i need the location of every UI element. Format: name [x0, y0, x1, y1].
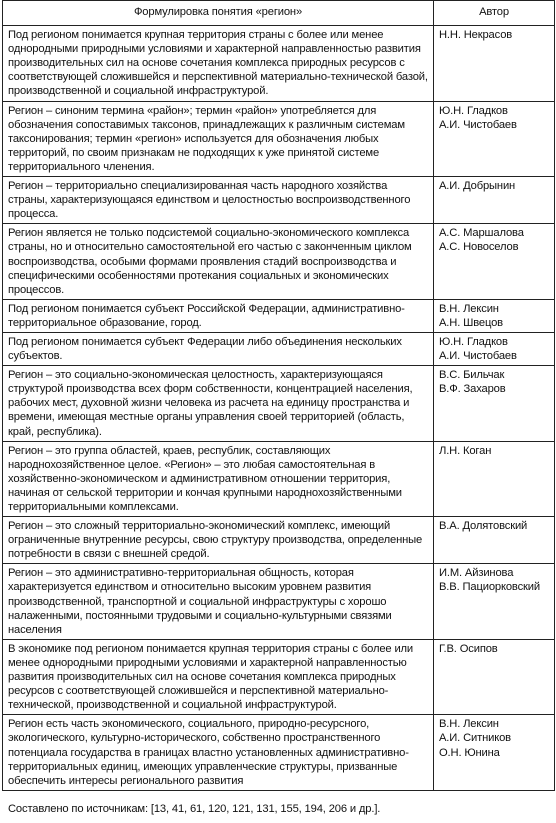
author-cell: [434, 177, 555, 224]
definition-cell: Под регионом понимается субъект Федерации либо объединения нескольких субъектов.: [3, 332, 434, 365]
author-cell: [434, 517, 555, 564]
table-row: [3, 224, 555, 299]
table-row: [3, 564, 555, 639]
table-row: [3, 366, 555, 441]
author-name: В.Ф. Захаров: [439, 383, 506, 396]
definition-cell: Регион является не только подсистемой социально-экономического комплекса страны, но и относительно самостоятельной его частью с законченным циклом воспроизводства, особыми формами проявления стадий воспроизводства и специфическими особенностями протекания социальных и экономических процессов.: [3, 224, 434, 299]
table-row: [3, 299, 555, 332]
author-name: А.И. Чистобаев: [439, 350, 517, 363]
table-row: [3, 101, 555, 176]
definition-cell: Регион – это социально-экономическая целостность, характеризующаяся структурой производства всех форм собственности, концентрацией населения, рабочих мест, духовной жизни человека из расчета на единицу пространства и времени, имеющая местные органы управления своей территорией (область, край, республика).: [3, 366, 434, 441]
definition-cell: Регион – синоним термина «район»; термин «район» употребляется для обозначения сопоставимых таксонов, принадлежащих к различным системам таксонирования; термин «регион» используется для обозначения любых территорий, по своим признакам не подходящих к уже принятой системе территориального членения.: [3, 101, 434, 176]
definition-cell: Регион – это административно-территориальная общность, которая характеризуется единством и относительно высоким уровнем развития производственной, транспортной и социальной инфраструктуры с хорошо налаженными, постоянными трудовыми и социально-культурными связями населения: [3, 564, 434, 639]
table-header-row: [3, 1, 555, 26]
table-body: [3, 26, 555, 791]
author-name: О.Н. Юнина: [439, 746, 500, 759]
table-row: [3, 715, 555, 790]
table-row: [3, 441, 555, 516]
table-row: [3, 332, 555, 365]
author-name: Г.В. Осипов: [439, 642, 498, 655]
author-cell: [434, 299, 555, 332]
author-name: В.А. Долятовский: [439, 520, 528, 533]
definition-cell: Регион – территориально специализированная часть народного хозяйства страны, характеризующаяся единством и целостностью воспроизводственного процесса.: [3, 177, 434, 224]
author-cell: [434, 639, 555, 714]
author-cell: [434, 26, 555, 101]
author-name: А.С. Маршалова: [439, 227, 524, 240]
author-name: В.Н. Лексин: [439, 302, 499, 315]
author-cell: [434, 101, 555, 176]
definition-cell: Под регионом понимается крупная территория страны с более или менее однородными природными условиями и характерной направленностью развития производительных сил на основе сочетания комплекса природных ресурсов с соответствующей сложившейся и перспективной материально-технической базой, производственной и социальной инфраструктурой.: [3, 26, 434, 101]
table-row: [3, 517, 555, 564]
source-note: Составлено по источникам: [13, 41, 61, 120, 121, 131, 155, 194, 206 и др.].: [8, 803, 381, 815]
author-cell: [434, 715, 555, 790]
definition-cell: Регион – это сложный территориально-экономический комплекс, имеющий ограниченные внутренние ресурсы, свою структуру производства, определенные потребности в связи с внешней средой.: [3, 517, 434, 564]
author-name: Н.Н. Некрасов: [439, 29, 513, 42]
author-name: В.С. Бильчак: [439, 369, 505, 382]
author-name: Ю.Н. Гладков: [439, 335, 508, 348]
author-name: И.М. Айзинова: [439, 567, 514, 580]
author-cell: [434, 441, 555, 516]
author-cell: [434, 332, 555, 365]
table-row: [3, 26, 555, 101]
author-name: Ю.Н. Гладков: [439, 104, 508, 117]
table-row: [3, 177, 555, 224]
definition-cell: В экономике под регионом понимается крупная территория страны с более или менее однородными природными условиями и характерной направленностью развития производительных сил на основе сочетания комплекса природных ресурсов с соответствующей сложившейся и перспективной материально-технической, производственной и социальной инфраструктурой.: [3, 639, 434, 714]
definition-cell: Регион есть часть экономического, социального, природно-ресурсного, экологического, культурно-исторического, собственно пространственного потенциала государства в границах властно установленных административно-территориальных единиц, имеющих управленческие структуры, призванные обеспечить интересы регионального развития: [3, 715, 434, 790]
author-name: А.И. Чистобаев: [439, 118, 517, 131]
definition-cell: Под регионом понимается субъект Российской Федерации, административно-территориальное образование, город.: [3, 299, 434, 332]
table-row: [3, 639, 555, 714]
author-name: А.И. Добрынин: [439, 180, 516, 193]
author-name: В.Н. Лексин: [439, 718, 499, 731]
definition-cell: Регион – это группа областей, краев, республик, составляющих народнохозяйственное целое. «Регион» – это любая самостоятельная в хозяйственно-экономическом и административном отношении территория, начиная от сельской территории и кончая крупными народнохозяйственными территориальными комплексами.: [3, 441, 434, 516]
author-name: В.В. Пациорковский: [439, 581, 540, 594]
author-cell: [434, 564, 555, 639]
author-name: А.Н. Швецов: [439, 316, 503, 329]
definitions-table: [2, 0, 555, 791]
author-name: А.И. Ситников: [439, 732, 511, 745]
column-header-definition: Формулировка понятия «регион»: [3, 1, 434, 26]
author-cell: [434, 366, 555, 441]
column-header-author: Автор: [434, 1, 555, 26]
author-cell: [434, 224, 555, 299]
author-name: А.С. Новоселов: [439, 241, 519, 254]
author-name: Л.Н. Коган: [439, 444, 492, 457]
